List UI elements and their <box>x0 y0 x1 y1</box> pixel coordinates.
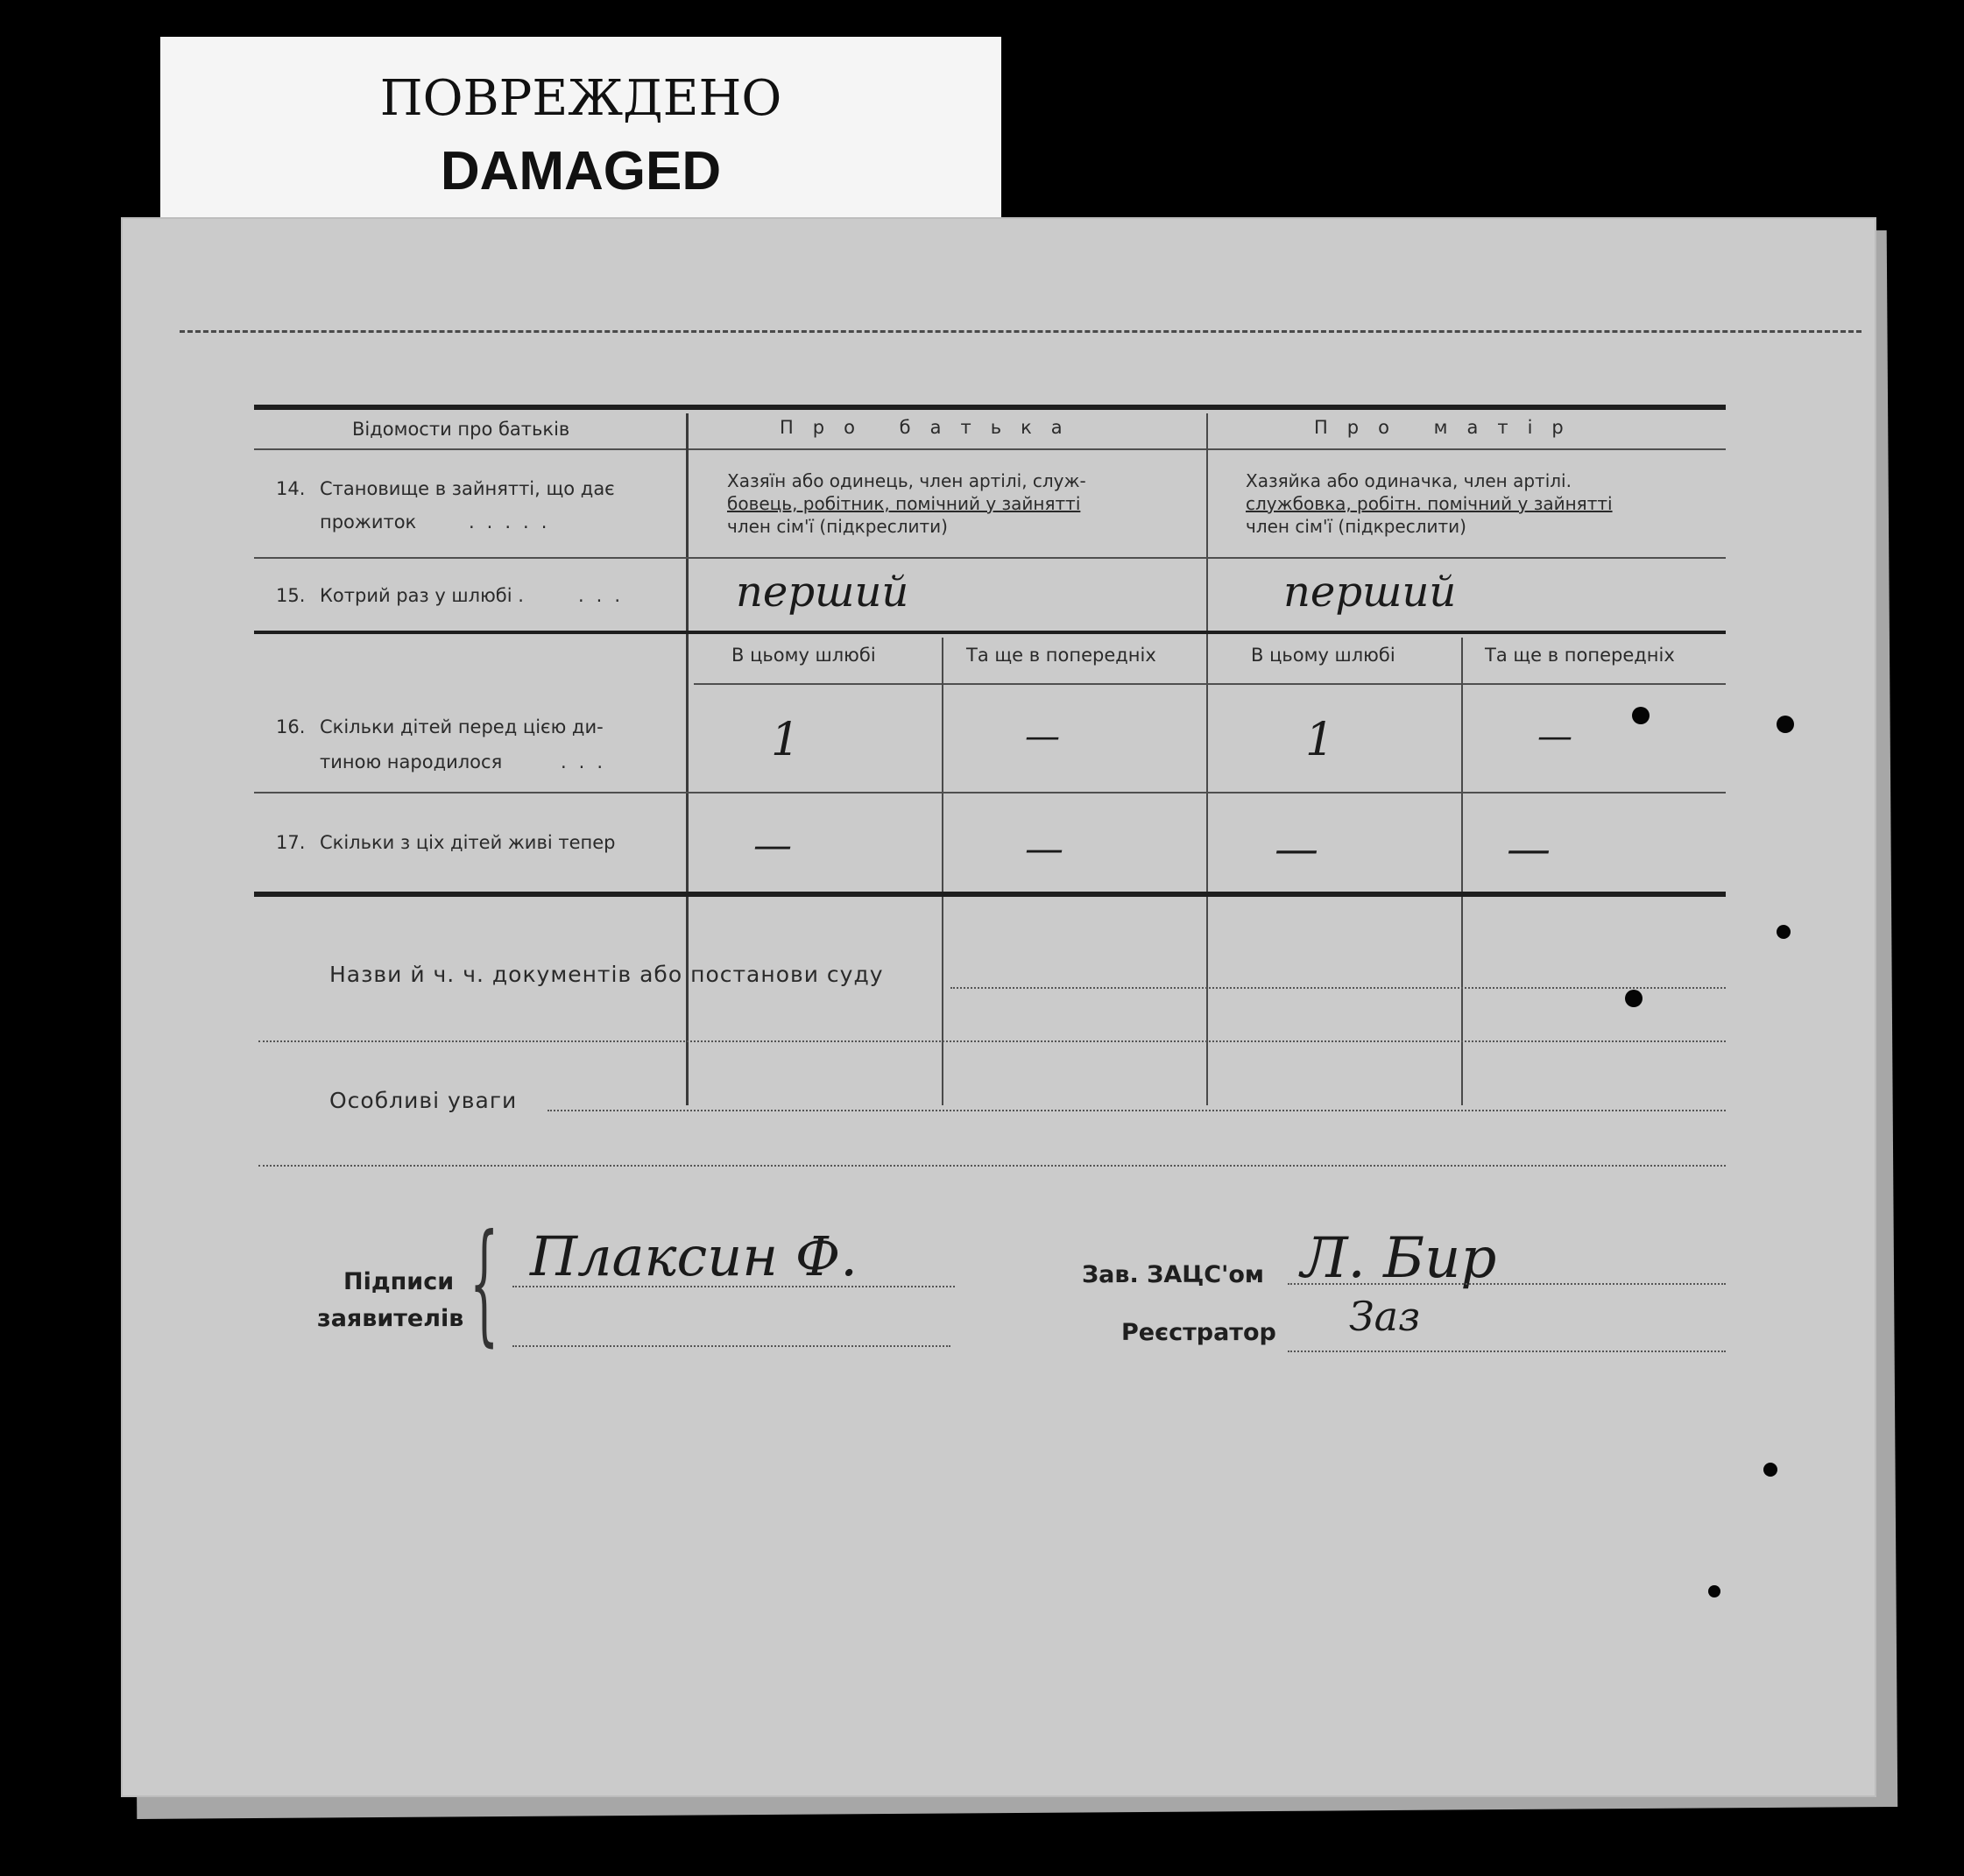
punch-hole <box>1777 925 1791 939</box>
row17-father-prev: — <box>1025 827 1063 871</box>
row16-label-dots: ... <box>561 751 616 772</box>
row15-mother-value: перший <box>1283 568 1457 617</box>
applicant-sign-line-2 <box>512 1345 950 1347</box>
sub-father-this: В цьому шлюбі <box>731 645 876 666</box>
col-separator-1 <box>686 413 689 1105</box>
row15-label-dots: ... <box>578 585 633 606</box>
row14-label-line2: прожиток <box>320 511 417 532</box>
table-top-rule <box>254 405 1726 410</box>
row16-label-line1: Скільки дітей перед цією ди- <box>320 716 604 737</box>
sub-mother-this: В цьому шлюбі <box>1251 645 1395 666</box>
row14-number: 14. <box>276 478 306 499</box>
row17-father-this: — <box>753 823 792 868</box>
subheader-rule <box>694 683 1726 685</box>
row16-father-this: 1 <box>771 714 801 766</box>
row16-rule <box>254 792 1726 793</box>
row14-mother-line1: Хазяйка або одиначка, член артілі. <box>1246 470 1572 491</box>
applicants-brace: { <box>470 1207 499 1359</box>
document-page <box>123 219 1875 1795</box>
head-sign-line <box>1288 1283 1726 1285</box>
row14-mother-line3: член сім'ї (підкреслити) <box>1246 516 1466 537</box>
col-separator-2 <box>1206 413 1208 1105</box>
punch-hole <box>1625 990 1643 1007</box>
applicant-sign-line-1 <box>512 1286 955 1287</box>
sub-separator-mother <box>1461 638 1463 1105</box>
notes-line-2 <box>258 1165 1726 1167</box>
damaged-label-ru: ПОВРЕЖДЕНО <box>379 70 782 127</box>
sub-mother-prev: Та ще в попередніх <box>1485 645 1675 666</box>
header-col3: Про матір <box>1314 417 1583 438</box>
row16-mother-prev: — <box>1537 716 1572 757</box>
row14-father-line2: бовець, робітник, помічний у зайнятті <box>727 493 1081 514</box>
row14-rule <box>254 557 1726 559</box>
table-bottom-rule <box>254 892 1726 897</box>
row14-mother-line2: службовка, робітн. помічний у зайнятті <box>1246 493 1613 514</box>
documents-label: Назви й ч. ч. документів або постанови суду <box>329 962 884 987</box>
notes-line-1 <box>548 1110 1726 1111</box>
head-label: Зав. ЗАЦС'ом <box>1082 1261 1264 1288</box>
applicants-label-line1: Підписи <box>343 1268 455 1295</box>
applicants-label-line2: заявителів <box>317 1305 464 1332</box>
row16-father-prev: — <box>1025 716 1060 757</box>
notes-label: Особливі уваги <box>329 1088 518 1113</box>
row15-rule <box>254 631 1726 634</box>
header-col2: Про батька <box>780 417 1082 438</box>
header-rule <box>254 448 1726 450</box>
documents-line-2 <box>258 1040 1726 1042</box>
documents-line-1 <box>950 987 1726 989</box>
header-col1: Відомости про батьків <box>352 419 570 440</box>
row17-mother-prev: — <box>1507 823 1551 874</box>
punch-hole <box>1777 716 1794 733</box>
row16-mother-this: 1 <box>1305 714 1335 766</box>
row17-number: 17. <box>276 832 306 853</box>
row15-father-value: перший <box>736 568 909 617</box>
damaged-label-en: DAMAGED <box>440 141 722 201</box>
row16-label-line2: тиною народилося <box>320 751 503 772</box>
row15-number: 15. <box>276 585 306 606</box>
row14-father-line3: член сім'ї (підкреслити) <box>727 516 948 537</box>
row17-label: Скільки з ціх дітей живі тепер <box>320 832 616 853</box>
row14-father-line1: Хазяїн або одинець, член артілі, служ- <box>727 470 1086 491</box>
row15-label: Котрий раз у шлюбі . <box>320 585 524 606</box>
sub-separator-father <box>942 638 943 1105</box>
row14-label-line1: Становище в зайнятті, що дає <box>320 478 615 499</box>
row17-mother-this: — <box>1275 823 1318 874</box>
registrar-signature: Заз <box>1349 1293 1421 1340</box>
row16-number: 16. <box>276 716 306 737</box>
sub-father-prev: Та ще в попередніх <box>966 645 1156 666</box>
applicant-signature: Плаксин Ф. <box>530 1224 858 1288</box>
punch-hole <box>1632 707 1650 724</box>
punch-hole <box>1763 1463 1777 1477</box>
registrar-sign-line <box>1288 1351 1726 1352</box>
punch-hole <box>1708 1585 1720 1597</box>
head-signature: Л. Бир <box>1301 1226 1497 1291</box>
registrar-label: Реєстратор <box>1121 1319 1276 1346</box>
perforation-line <box>180 330 1862 333</box>
row14-label-dots: ..... <box>469 511 560 532</box>
